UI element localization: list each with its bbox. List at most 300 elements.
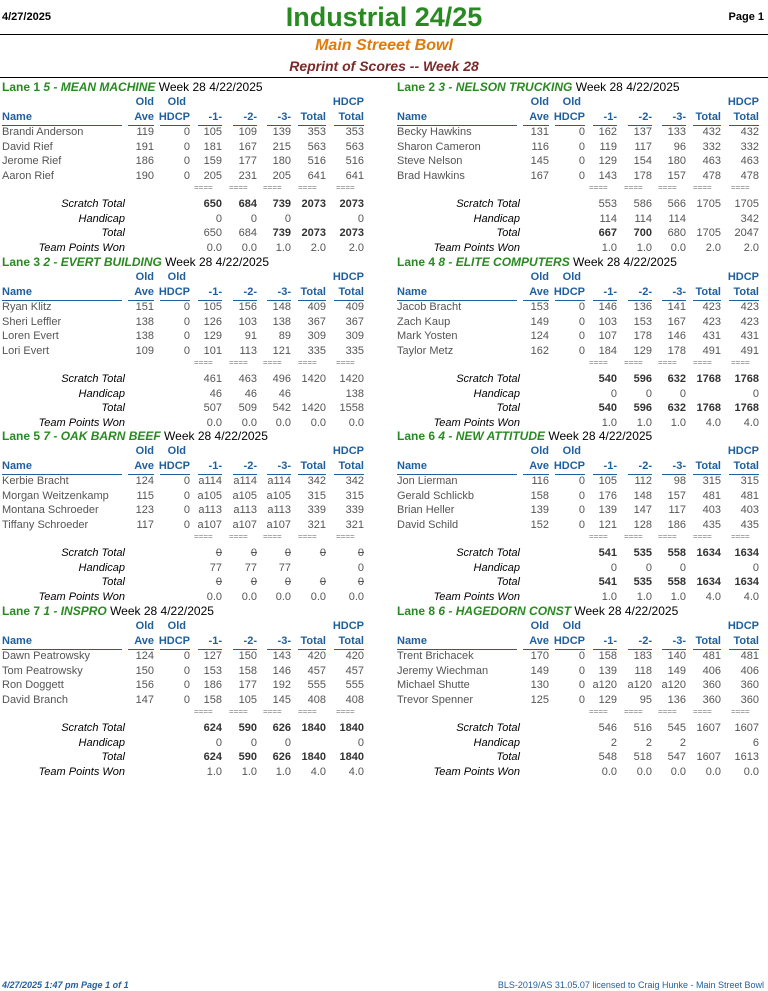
player-htotal: 457 [345,664,364,677]
player-g1: a120 [592,679,617,691]
player-g2: 231 [238,169,257,182]
player-g3: a113 [267,504,291,516]
player-htotal: 491 [740,344,759,357]
col-header-htotal: Total [338,635,364,647]
player-htotal: 321 [345,518,364,531]
player-hdcp: 0 [183,664,190,677]
player-hdcp: 0 [578,155,585,167]
lane-heading [2,255,269,269]
player-g2: 109 [238,126,257,138]
player-g3: 139 [272,126,291,138]
lane-number: Lane 3 [2,255,41,269]
player-ave: 186 [135,155,154,167]
col-header-g3: -3- [672,111,686,123]
lane-block [397,429,768,603]
col-header-ave: Ave [529,635,549,647]
col-header-g2: -2- [243,635,257,647]
col-header-ave: Ave [529,111,549,123]
handicap-row-label: Handicap [473,212,520,225]
lane-block [2,255,385,429]
player-total: 335 [307,344,326,357]
team-points-row-g3: 1.0 [275,241,291,254]
player-htotal: 332 [740,140,759,153]
col-header-old: Old [562,96,581,108]
player-htotal: 563 [345,140,364,153]
player-g3: 205 [272,169,291,182]
player-hdcp: 0 [578,518,585,531]
player-g1: 146 [598,301,617,313]
player-g3: 146 [272,664,291,677]
team-points-row-g3: 1.0 [670,416,686,429]
team-points-row-label: Team Points Won [38,765,125,778]
separator: ==== [658,707,677,716]
player-hdcp: 0 [578,504,585,516]
team-name: 7 - OAK BARN BEEF [43,429,161,443]
handicap-row-g2: 114 [634,212,652,225]
scratch-total-row-g1: 461 [203,373,222,385]
player-g2: 147 [633,504,652,516]
player-ave: 131 [530,126,549,138]
player-g1: 129 [598,155,617,167]
scratch-total-row-label: Scratch Total [456,373,520,385]
separator: ==== [263,532,282,541]
player-g1: 205 [203,169,222,182]
player-total: 360 [702,679,721,691]
player-ave: 153 [530,301,549,313]
handicap-row-g2: 2 [645,736,652,749]
player-ave: 138 [135,315,154,328]
separator: ==== [229,358,248,367]
player-hdcp: 0 [183,504,190,516]
week-date: Week 28 4/22/2025 [158,80,263,94]
player-hdcp: 0 [183,126,190,138]
player-htotal: 342 [345,475,364,487]
player-name: Michael Shutte [397,679,470,691]
handicap-row-label: Handicap [78,561,125,574]
lane-number: Lane 4 [397,255,436,269]
col-header-g1: -1- [208,460,222,472]
col-header-hdcp: HDCP [158,111,190,123]
col-header-hdcp: HDCP [332,96,364,108]
handicap-row-g1: 0 [215,212,222,225]
player-htotal: 423 [740,301,759,313]
player-g2: 178 [633,169,652,182]
separator: ==== [336,183,355,192]
player-hdcp: 0 [578,679,585,691]
separator: ==== [194,183,213,192]
player-htotal: 435 [740,518,759,531]
scratch-total-row-htotal: 1607 [734,722,759,734]
player-ave: 152 [530,518,549,531]
player-total: 309 [307,330,326,342]
total-row-g2: 590 [238,751,257,763]
player-g1: a114 [198,475,222,487]
player-g3: 149 [667,664,686,677]
col-header-g2: -2- [638,460,652,472]
team-name: 4 - NEW ATTITUDE [438,429,546,443]
col-header-g1: -1- [603,460,617,472]
team-points-row-g2: 1.0 [636,416,652,429]
center-name: Main Streeet Bowl [315,37,453,54]
player-htotal: 360 [740,693,759,706]
player-htotal: 641 [345,169,364,182]
separator: ==== [658,532,677,541]
player-g3: 180 [272,155,291,167]
player-g3: 180 [667,155,686,167]
player-g1: 107 [598,330,617,342]
player-g2: 118 [634,664,652,677]
team-points-row-label: Team Points Won [433,590,520,603]
player-hdcp: 0 [183,140,190,153]
handicap-row-g1: 0 [610,387,617,400]
handicap-row-htotal: 0 [357,561,364,574]
player-g2: 128 [633,518,652,531]
player-g1: 162 [598,126,617,138]
col-header-old: Old [167,96,186,108]
col-header-old: Old [135,620,154,632]
col-header-old: Old [530,96,549,108]
player-htotal: 353 [345,126,364,138]
player-g2: 95 [639,693,652,706]
col-header-ave: Ave [529,460,549,472]
player-g1: 105 [598,475,617,487]
player-name: David Rief [2,140,53,153]
player-hdcp: 0 [578,140,585,153]
col-header-htotal: Total [338,460,364,472]
player-g1: a113 [198,504,222,516]
col-header-g3: -3- [277,635,291,647]
scratch-total-row-g2: 516 [633,722,652,734]
player-ave: 116 [531,140,549,153]
player-g2: 183 [633,650,652,662]
team-points-row-htotal: 4.0 [743,590,759,603]
team-points-row-g2: 1.0 [241,765,257,778]
lane-heading [397,604,678,618]
handicap-row-htotal: 0 [752,561,759,574]
player-htotal: 555 [345,679,364,691]
scratch-total-row-label: Scratch Total [61,547,125,559]
col-header-g2: -2- [243,460,257,472]
col-header-ave: Ave [134,635,154,647]
team-name: 2 - EVERT BUILDING [43,255,162,269]
col-header-g3: -3- [672,635,686,647]
player-ave: 124 [530,330,549,342]
scratch-total-row-g3: 632 [667,373,686,385]
player-name: Montana Schroeder [2,504,99,516]
scratch-total-row-htotal: 1705 [734,198,759,210]
player-hdcp: 0 [578,301,585,313]
col-header-old: Old [167,445,186,457]
team-points-row-g3: 0.0 [275,590,291,603]
col-header-old: Old [562,271,581,283]
player-g1: 103 [598,315,617,328]
player-name: Ryan Klitz [2,301,52,313]
separator: ==== [731,707,750,716]
player-htotal: 315 [740,475,759,487]
player-name: Becky Hawkins [397,126,472,138]
player-name: Sheri Leffler [2,315,62,328]
scratch-total-row-htotal: 1768 [734,373,759,385]
player-g3: 146 [667,330,686,342]
player-g1: 158 [598,650,617,662]
total-row-total: 1634 [696,576,721,588]
handicap-row-label: Handicap [78,387,125,400]
player-total: 409 [307,301,326,313]
col-header-hdcp: HDCP [727,96,759,108]
total-row-htotal: 1613 [734,751,759,763]
scratch-total-row-g1: 0 [215,547,222,559]
scratch-total-row-total: 1607 [696,722,721,734]
scratch-total-row-g3: 496 [272,373,291,385]
player-g3: 138 [272,315,291,328]
col-header-g1: -1- [603,635,617,647]
col-header-name: Name [2,460,32,472]
total-row-htotal: 2047 [734,227,759,239]
total-row-label: Total [101,227,125,239]
col-header-g3: -3- [672,286,686,298]
col-header-hdcp: HDCP [553,111,585,123]
player-g2: 136 [633,301,652,313]
player-htotal: 360 [740,679,759,691]
scratch-total-row-htotal: 1634 [734,547,759,559]
week-date: Week 28 4/22/2025 [574,604,679,618]
player-g1: 119 [599,140,617,153]
scratch-total-row-label: Scratch Total [61,198,125,210]
handicap-row-htotal: 6 [752,736,759,749]
player-total: 563 [307,140,326,153]
col-header-g1: -1- [208,635,222,647]
col-header-hdcp: HDCP [553,286,585,298]
player-g2: 153 [633,315,652,328]
player-g3: 96 [673,140,686,153]
player-htotal: 315 [345,489,364,502]
team-points-row-htotal: 0.0 [743,765,759,778]
player-htotal: 335 [345,344,364,357]
player-g1: a105 [197,489,222,502]
col-header-g1: -1- [208,286,222,298]
col-header-ave: Ave [529,286,549,298]
handicap-row-g1: 2 [610,736,617,749]
player-g3: 117 [668,504,686,516]
player-g3: 186 [667,518,686,531]
handicap-row-htotal: 138 [345,387,364,400]
team-points-row-label: Team Points Won [38,241,125,254]
player-total: 423 [702,301,721,313]
lane-heading [2,429,268,443]
player-name: Jon Lierman [397,475,458,487]
player-g1: 176 [598,489,617,502]
player-name: Morgan Weitzenkamp [2,489,109,502]
col-header-name: Name [397,111,427,123]
player-name: Aaron Rief [2,169,54,182]
player-hdcp: 0 [578,489,585,502]
player-ave: 149 [530,315,549,328]
player-total: 423 [702,315,721,328]
player-htotal: 423 [740,315,759,328]
total-row-htotal: 1558 [339,402,364,414]
player-g2: 154 [633,155,652,167]
handicap-row-g3: 0 [284,212,291,225]
team-points-row-g1: 1.0 [601,241,617,254]
scratch-total-row-total: 1768 [696,373,721,385]
team-points-row-g1: 0.0 [206,241,222,254]
team-points-row-total: 2.0 [310,241,326,254]
week-date: Week 28 4/22/2025 [164,429,268,443]
player-hdcp: 0 [183,679,190,691]
player-name: Sharon Cameron [397,140,481,153]
player-htotal: 463 [740,155,759,167]
total-row-g2: 700 [633,227,652,239]
total-row-g3: 632 [667,402,686,414]
total-row-g3: 626 [272,751,291,763]
player-g1: 105 [203,301,222,313]
separator: ==== [589,707,608,716]
player-htotal: 481 [740,489,759,502]
player-hdcp: 0 [578,650,585,662]
player-total: 481 [702,650,721,662]
player-g3: 121 [272,344,291,357]
scratch-total-row-total: 1840 [301,722,326,734]
player-g2: 105 [238,693,257,706]
player-g2: 103 [238,315,257,328]
player-total: 478 [702,169,721,182]
separator: ==== [298,183,317,192]
col-header-hdcp: HDCP [727,271,759,283]
lane-number: Lane 5 [2,429,41,443]
lane-heading [397,80,680,94]
handicap-row-g3: 0 [679,387,686,400]
total-row-g1: 507 [203,402,222,414]
team-points-row-total: 4.0 [310,765,326,778]
team-points-row-g2: 0.0 [241,241,257,254]
separator: ==== [298,707,317,716]
separator: ==== [731,358,750,367]
col-header-g3: -3- [277,460,291,472]
player-name: Loren Evert [2,330,59,342]
scratch-total-row-g3: 626 [272,722,291,734]
team-points-row-g2: 1.0 [636,590,652,603]
total-row-g1: 667 [598,227,617,239]
total-row-g3: 542 [272,402,291,414]
handicap-row-g3: 2 [679,736,686,749]
player-total: 457 [307,664,326,677]
scratch-total-row-htotal: 0 [357,547,364,559]
player-g2: 150 [238,650,257,662]
scratch-total-row-label: Scratch Total [456,722,520,734]
player-ave: 149 [530,664,549,677]
team-name: 1 - INSPRO [43,604,107,618]
player-total: 353 [307,126,326,138]
player-name: Taylor Metz [397,344,454,357]
separator: ==== [589,358,608,367]
team-points-row-g1: 0.0 [206,416,222,429]
player-g3: 157 [667,489,686,502]
total-row-g2: 0 [250,576,257,588]
player-name: Mark Yosten [397,330,458,342]
col-header-total: Total [695,460,721,472]
separator: ==== [336,707,355,716]
player-g3: 192 [272,679,291,691]
scratch-total-row-total: 2073 [301,198,326,210]
player-htotal: 309 [345,330,364,342]
lane-heading [397,255,677,269]
player-htotal: 481 [740,650,759,662]
handicap-row-htotal: 342 [740,212,759,225]
report-date: 4/27/2025 [2,11,51,23]
player-ave: 167 [530,169,549,182]
player-g2: 167 [238,140,257,153]
col-header-old: Old [562,445,581,457]
player-name: Jeremy Wiechman [397,664,489,677]
player-ave: 123 [135,504,154,516]
player-g2: 148 [633,489,652,502]
col-header-total: Total [300,635,326,647]
player-g3: 157 [667,169,686,182]
col-header-old: Old [135,445,154,457]
team-points-row-total: 2.0 [705,241,721,254]
player-hdcp: 0 [183,169,190,182]
player-name: Lori Evert [2,344,50,357]
handicap-row-g2: 0 [250,736,257,749]
scratch-total-row-g1: 650 [203,198,222,210]
total-row-g1: 541 [598,576,617,588]
col-header-hdcp: HDCP [553,635,585,647]
separator: ==== [693,183,712,192]
team-points-row-htotal: 4.0 [743,416,759,429]
player-g3: 167 [667,315,686,328]
team-points-row-g3: 1.0 [670,590,686,603]
player-htotal: 339 [345,504,364,516]
team-name: 6 - HAGEDORN CONST [438,604,572,618]
player-total: 367 [307,315,326,328]
scratch-total-row-g3: 739 [272,198,291,210]
handicap-row-htotal: 0 [752,387,759,400]
lane-heading [397,429,652,443]
player-g3: 178 [667,344,686,357]
total-row-label: Total [496,402,520,414]
player-g2: 129 [633,344,652,357]
col-header-g1: -1- [208,111,222,123]
separator: ==== [229,707,248,716]
scratch-total-row-g1: 541 [598,547,617,559]
player-g1: 143 [598,169,617,182]
player-total: 435 [702,518,721,531]
player-hdcp: 0 [578,344,585,357]
team-name: 5 - MEAN MACHINE [43,80,156,94]
week-date: Week 28 4/22/2025 [573,255,677,269]
team-points-row-g3: 1.0 [275,765,291,778]
team-points-row-label: Team Points Won [433,241,520,254]
player-hdcp: 0 [183,489,190,502]
player-htotal: 367 [345,315,364,328]
total-row-label: Total [496,227,520,239]
total-row-htotal: 1768 [734,402,759,414]
report-subtitle: Reprint of Scores -- Week 28 [289,58,479,74]
player-htotal: 420 [345,650,364,662]
player-hdcp: 0 [183,650,190,662]
total-row-total: 2073 [301,227,326,239]
player-name: Tom Peatrowsky [2,664,83,677]
player-ave: 116 [531,475,549,487]
player-g2: a113 [233,504,257,516]
player-g3: 140 [667,650,686,662]
handicap-row-g1: 0 [610,561,617,574]
player-g2: 156 [238,301,257,313]
player-ave: 162 [530,344,549,357]
player-ave: 150 [135,664,154,677]
scratch-total-row-htotal: 1840 [339,722,364,734]
player-ave: 109 [135,344,154,357]
